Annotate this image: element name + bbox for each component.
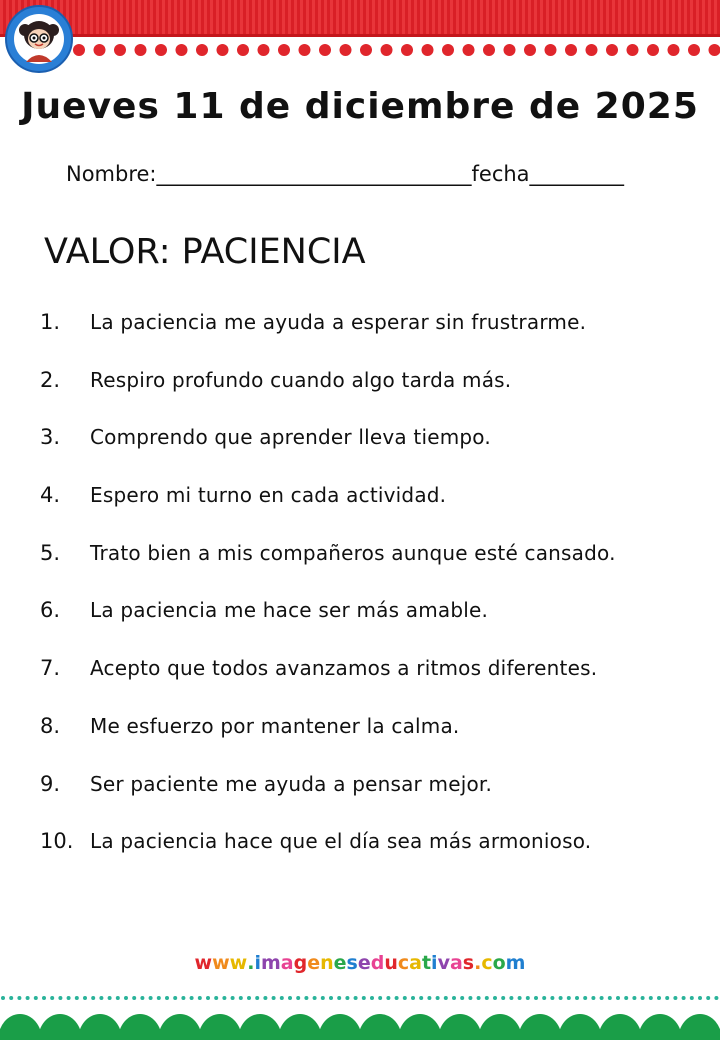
list-item: [0, 539, 720, 597]
bottom-green-scallops: [0, 1008, 720, 1040]
item-text: Acepto que todos avanzamos a ritmos diferentes.: [90, 656, 598, 681]
item-text: La paciencia hace que el día sea más armonioso.: [90, 829, 592, 854]
list-item: [0, 770, 720, 828]
item-number: 9.: [40, 771, 61, 796]
item-text: Me esfuerzo por mantener la calma.: [90, 713, 460, 738]
value-heading: VALOR: PACIENCIA: [44, 232, 366, 272]
statement-list: [0, 308, 720, 885]
list-item: [0, 308, 720, 366]
item-text: La paciencia me hace ser más amable.: [90, 598, 489, 623]
list-item: [0, 596, 720, 654]
list-item: [0, 423, 720, 481]
item-number: 2.: [40, 367, 61, 392]
name-date-line: Nombre:______________________________fecha_________: [66, 162, 625, 186]
bottom-teal-dots: [0, 994, 720, 1002]
item-number: 4.: [40, 483, 61, 508]
item-text: Comprendo que aprender lleva tiempo.: [90, 425, 491, 450]
teacher-girl-logo-icon: [4, 4, 74, 74]
item-number: 1.: [40, 310, 61, 334]
list-item: [0, 366, 720, 424]
website-link[interactable]: www.imageneseducativas.com: [194, 952, 526, 974]
item-number: 5.: [40, 540, 61, 565]
item-number: 3.: [40, 425, 61, 450]
item-text: Trato bien a mis compañeros aunque esté cansado.: [90, 540, 616, 565]
list-item: [0, 827, 720, 885]
list-item: [0, 654, 720, 712]
item-number: 7.: [40, 656, 61, 681]
item-number: 10.: [40, 829, 74, 854]
top-red-dots: [72, 43, 720, 57]
item-text: Respiro profundo cuando algo tarda más.: [90, 367, 512, 392]
list-item: [0, 712, 720, 770]
item-text: Ser paciente me ayuda a pensar mejor.: [90, 771, 493, 796]
item-text: La paciencia me ayuda a esperar sin frustrarme.: [90, 310, 587, 334]
page-title: Jueves 11 de diciembre de 2025: [21, 86, 699, 127]
item-text: Espero mi turno en cada actividad.: [90, 483, 447, 508]
top-red-band-edge: [0, 34, 720, 37]
item-number: 6.: [40, 598, 61, 623]
list-item: [0, 481, 720, 539]
top-red-band: [0, 0, 720, 34]
item-number: 8.: [40, 713, 61, 738]
